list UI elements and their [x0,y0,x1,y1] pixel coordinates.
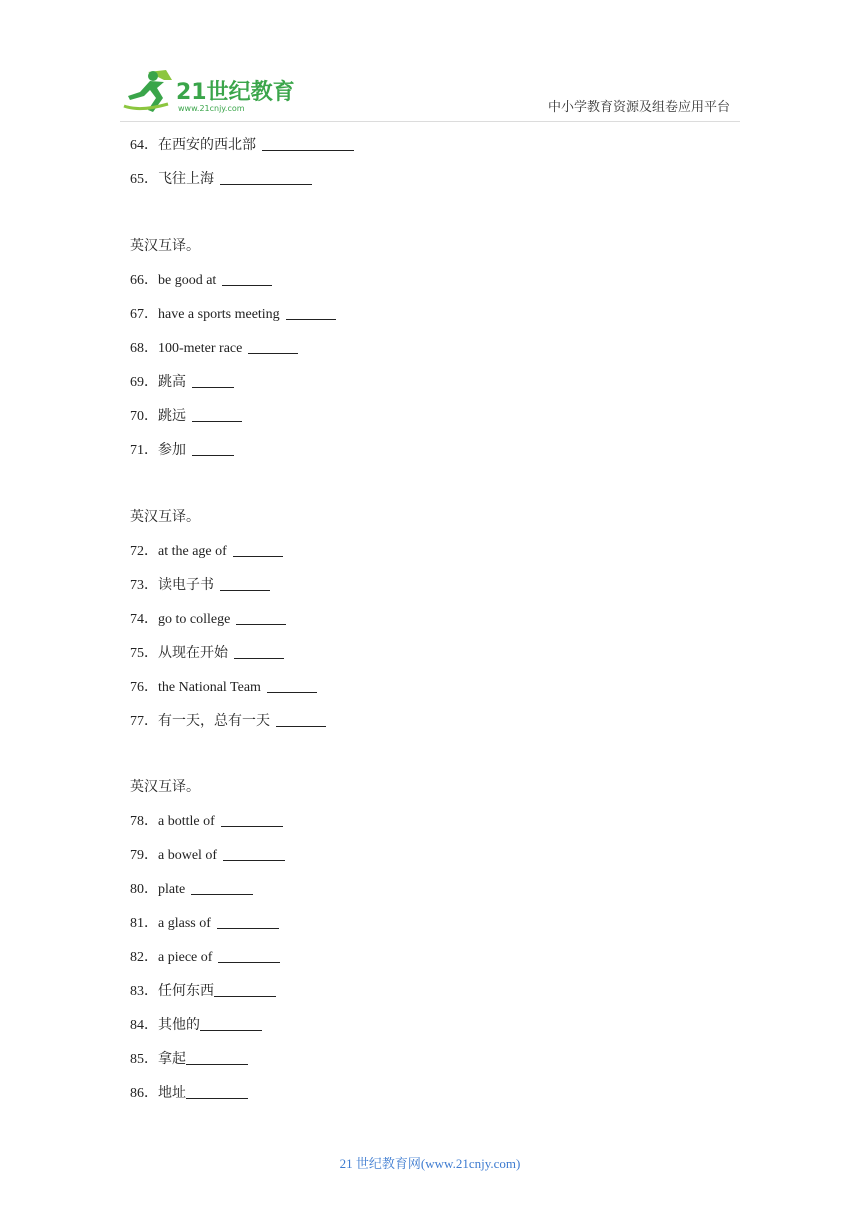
question-item [130,304,336,326]
question-text: a bowel of [158,848,218,863]
section-title: 英汉互译。 [130,510,200,525]
question-number: 71． [130,443,158,458]
question-text: 跳远 [158,409,186,424]
answer-blank[interactable] [234,658,284,659]
question-item [130,338,298,360]
question-item [130,609,286,631]
question-text: at the age of [158,544,227,559]
question-item [130,575,270,597]
question-item [130,913,279,935]
question-text: a bottle of [158,814,215,829]
question-item [130,1049,248,1071]
question-number: 69． [130,375,158,390]
question-item [130,541,283,563]
question-item [130,270,272,292]
answer-blank[interactable] [267,692,317,693]
question-text: go to college [158,612,231,627]
question-number: 76． [130,680,158,695]
question-text: 其他的 [158,1018,200,1033]
question-text: 在西安的西北部 [158,138,256,153]
answer-blank[interactable] [276,726,326,727]
question-text: 任何东西 [158,984,214,999]
question-number: 65． [130,172,158,187]
question-text: the National Team [158,680,261,695]
answer-blank[interactable] [186,1064,248,1065]
question-text: 飞往上海 [158,172,214,187]
answer-blank[interactable] [220,184,312,185]
question-number: 82． [130,950,158,965]
question-item [130,135,354,157]
answer-blank[interactable] [220,590,270,591]
answer-blank[interactable] [222,285,272,286]
question-number: 73． [130,578,158,593]
question-text: 读电子书 [158,578,214,593]
answer-blank[interactable] [192,455,234,456]
question-text: a piece of [158,950,213,965]
question-number: 83． [130,984,158,999]
question-number: 79． [130,848,158,863]
logo-url: www.21cnjy.com [178,104,245,113]
question-item [130,845,285,867]
question-number: 67． [130,307,158,322]
question-number: 66． [130,273,158,288]
answer-blank[interactable] [214,996,276,997]
question-text: plate [158,882,186,897]
question-item [130,981,276,1003]
answer-blank[interactable] [192,387,234,388]
question-item [130,1015,262,1037]
answer-blank[interactable] [186,1098,248,1099]
question-number: 72． [130,544,158,559]
question-text: 地址 [158,1086,186,1101]
question-item [130,440,234,462]
page-footer: 21 世纪教育网(www.21cnjy.com) [339,1156,521,1171]
question-item [130,711,326,733]
question-item [130,811,283,833]
question-text: 参加 [158,443,186,458]
question-number: 74． [130,612,158,627]
section-title: 英汉互译。 [130,239,200,254]
question-item [130,643,284,665]
question-number: 85． [130,1052,158,1067]
answer-blank[interactable] [218,962,280,963]
question-number: 78． [130,814,158,829]
header-slogan: 中小学教育资源及组卷应用平台 [548,100,731,115]
question-item [130,677,317,699]
question-item [130,372,234,394]
answer-blank[interactable] [217,928,279,929]
answer-blank[interactable] [233,556,283,557]
page-header [0,0,860,125]
question-number: 84． [130,1018,158,1033]
question-number: 64． [130,138,158,153]
question-number: 70． [130,409,158,424]
question-number: 81． [130,916,158,931]
question-item [130,947,280,969]
question-text: 跳高 [158,375,186,390]
question-text: 100-meter race [158,341,243,356]
question-text: be good at [158,273,217,288]
answer-blank[interactable] [200,1030,262,1031]
question-number: 77． [130,714,158,729]
question-text: a glass of [158,916,211,931]
runner-icon [124,70,172,112]
question-item [130,406,242,428]
question-item [130,879,253,901]
question-text: have a sports meeting [158,307,280,322]
answer-blank[interactable] [191,894,253,895]
question-text: 拿起 [158,1052,186,1067]
answer-blank[interactable] [223,860,285,861]
answer-blank[interactable] [262,150,354,151]
question-number: 68． [130,341,158,356]
question-text: 从现在开始 [158,646,228,661]
logo-text: 21世纪教育 [176,80,295,105]
question-number: 80． [130,882,158,897]
answer-blank[interactable] [286,319,336,320]
answer-blank[interactable] [221,826,283,827]
question-number: 86． [130,1086,158,1101]
answer-blank[interactable] [236,624,286,625]
question-item [130,1083,248,1105]
header-divider [120,121,740,122]
answer-blank[interactable] [192,421,242,422]
answer-blank[interactable] [248,353,298,354]
section-title: 英汉互译。 [130,780,200,795]
logo [120,66,295,116]
question-text: 有一天，总有一天 [158,714,270,729]
question-number: 75． [130,646,158,661]
question-item [130,169,312,191]
